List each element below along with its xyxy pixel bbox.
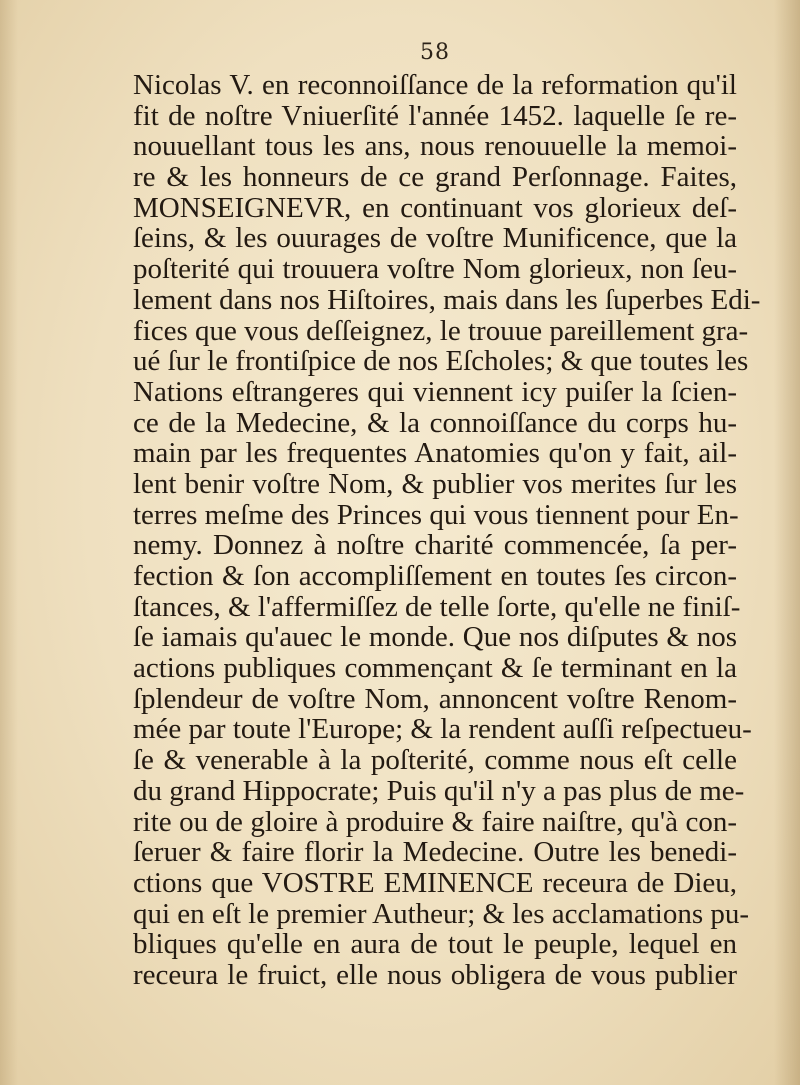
text-line: ſplendeur de voſtre Nom, annoncent voſtre Renom- xyxy=(133,682,737,715)
text-line: ſtances, & l'affermiſſez de telle ſorte, qu'elle ne finiſ- xyxy=(133,590,741,623)
text-line: qui en eſt le premier Autheur; & les acclamations pu- xyxy=(133,897,750,930)
text-line: lement dans nos Hiſtoires, mais dans les ſuperbes Edi- xyxy=(133,283,761,316)
text-line: Nicolas V. en reconnoiſſance de la reformation qu'il xyxy=(133,69,737,101)
text-line: ctions que VOSTRE EMINENCE receura de Dieu, xyxy=(133,866,737,899)
text-line: ué ſur le frontiſpice de nos Eſcholes; & que toutes les xyxy=(133,345,749,378)
text-line: main par les frequentes Anatomies qu'on y fait, ail- xyxy=(133,437,737,470)
text-line: ſe & venerable à la poſterité, comme nous eſt celle xyxy=(133,744,737,777)
text-line: du grand Hippocrate; Puis qu'il n'y a pas plus de me- xyxy=(133,774,745,807)
page-number: 58 xyxy=(420,40,450,65)
text-line: fices que vous deſſeignez, le trouue pareillement gra- xyxy=(133,314,749,347)
text-line: fection & ſon accompliſſement en toutes ſes circon- xyxy=(133,560,737,592)
body-text xyxy=(133,69,761,991)
text-line: ſe iamais qu'auec le monde. Que nos diſputes & nos xyxy=(133,621,737,654)
text-line: ce de la Medecine, & la connoiſſance du corps hu- xyxy=(133,406,737,439)
text-line: actions publiques commençant & ſe terminant en la xyxy=(133,652,737,685)
text-line: fit de noſtre Vniuerſité l'année 1452. laquelle ſe re- xyxy=(133,99,737,132)
text-line: poſterité qui trouuera voſtre Nom glorieux, non ſeu- xyxy=(133,253,737,286)
text-line: MONSEIGNEVR, en continuant vos glorieux deſ- xyxy=(133,191,737,224)
text-line: bliques qu'elle en aura de tout le peuple, lequel en xyxy=(133,928,737,961)
text-line: rite ou de gloire à produire & faire naiſtre, qu'à con- xyxy=(133,805,737,838)
text-line: nemy. Donnez à noſtre charité commencée, ſa per- xyxy=(133,529,737,562)
text-line: ſeins, & les ouurages de voſtre Munificence, que la xyxy=(133,222,737,255)
text-line: re & les honneurs de ce grand Perſonnage. Faites, xyxy=(133,161,737,194)
text-line: receura le fruict, elle nous obligera de vous publier xyxy=(133,958,737,991)
text-line: lent benir voſtre Nom, & publier vos merites ſur les xyxy=(133,467,737,500)
text-line: ſeruer & faire florir la Medecine. Outre les benedi- xyxy=(133,836,737,869)
text-line: terres meſme des Princes qui vous tiennent pour En- xyxy=(133,498,739,531)
text-line: mée par toute l'Europe; & la rendent auſſi reſpectueu- xyxy=(133,713,752,746)
text-line: nouuellant tous les ans, nous renouuelle la memoi- xyxy=(133,130,737,163)
text-line: Nations eſtrangeres qui viennent icy puiſer la ſcien- xyxy=(133,375,737,408)
